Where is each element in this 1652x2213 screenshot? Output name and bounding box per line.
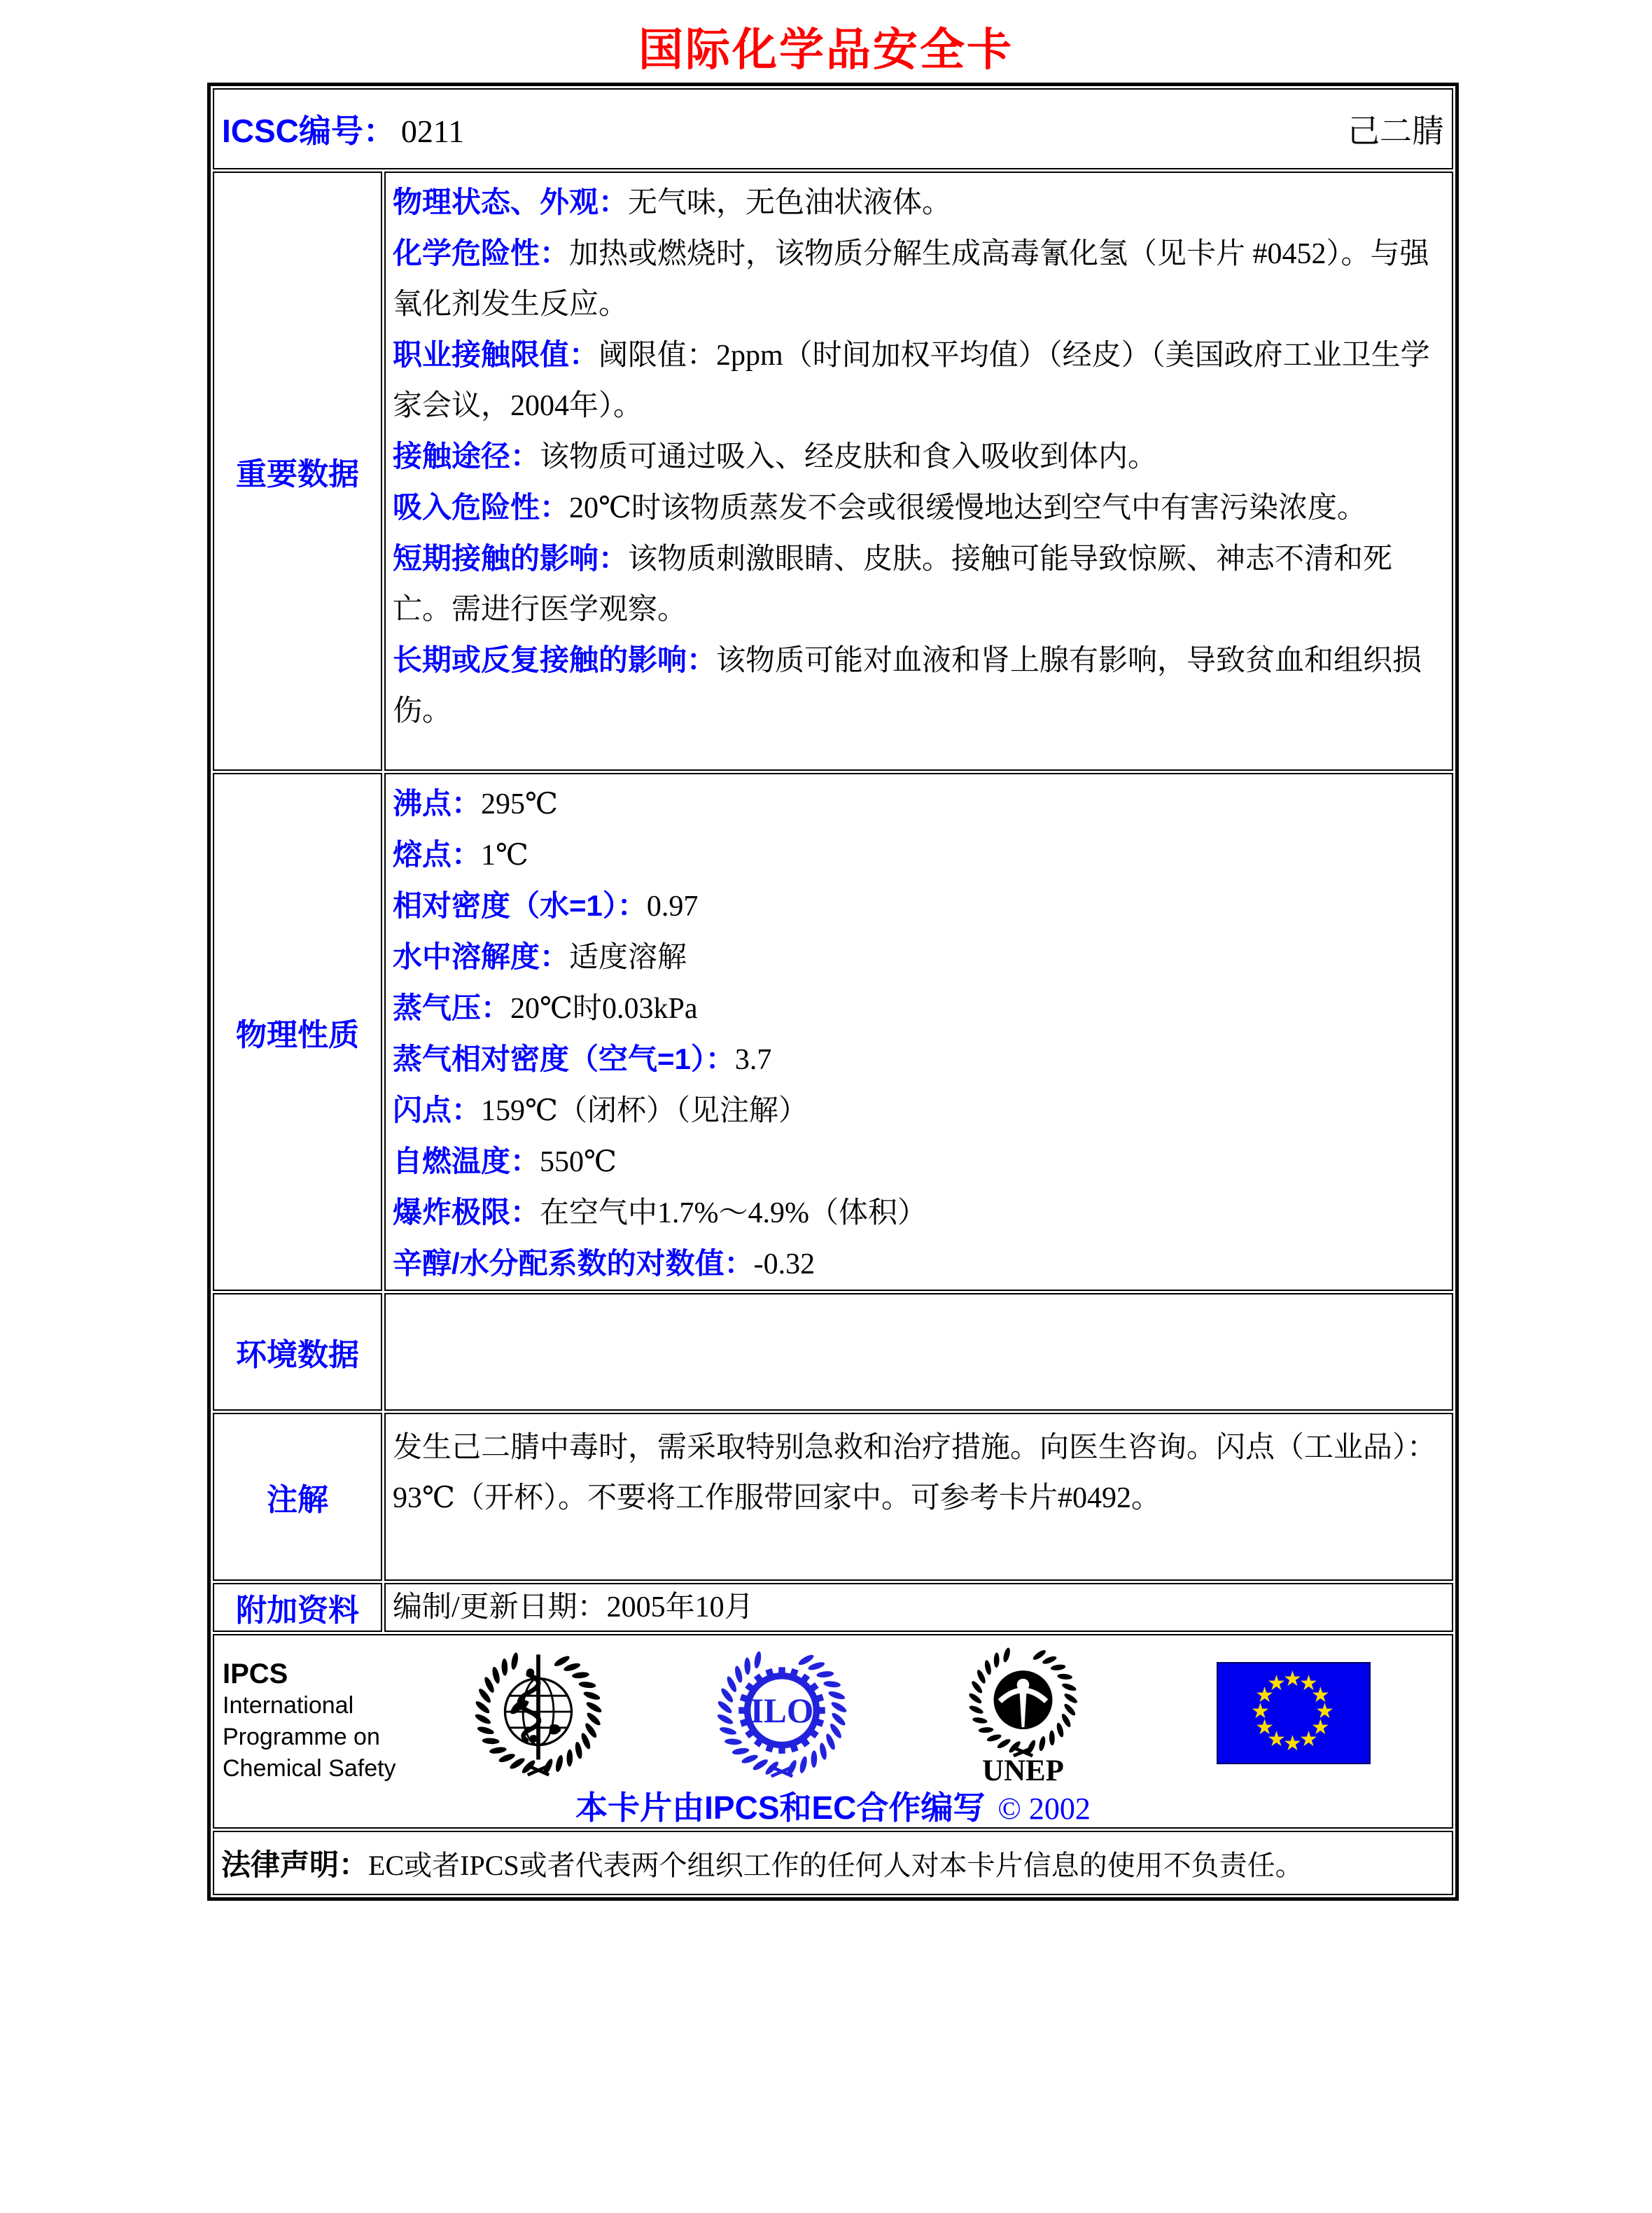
logos-cell	[213, 1634, 1453, 1829]
section-row-additional-info	[213, 1583, 1453, 1632]
field	[393, 1085, 1442, 1136]
field-label: 蒸气相对密度（空气=1）：	[393, 1042, 735, 1075]
page-title: 国际化学品安全卡	[638, 25, 1014, 75]
eu-star-icon: ★	[1283, 1668, 1302, 1691]
unep-caption: UNEP	[982, 1754, 1064, 1787]
eu-star-icon: ★	[1299, 1727, 1318, 1751]
field-label: 长期或反复接触的影响：	[393, 643, 717, 676]
ipcs-subtitle-line: Programme on	[223, 1724, 380, 1750]
eu-star-icon: ★	[1255, 1684, 1275, 1707]
legal-label: 法律声明：	[221, 1848, 369, 1881]
field-text: 编制/更新日期：2005年10月	[393, 1591, 754, 1624]
field-label: 辛醇/水分配系数的对数值：	[393, 1247, 754, 1280]
field	[393, 1034, 1442, 1085]
legal-cell	[213, 1831, 1453, 1895]
copyright-year: © 2002	[997, 1792, 1091, 1826]
field-label: 闪点：	[393, 1094, 482, 1126]
field-text: 295℃	[481, 788, 558, 821]
header-row	[213, 88, 1453, 169]
card-header	[213, 88, 1453, 169]
field-label: 吸入危险性：	[393, 491, 570, 524]
ipcs-subtitle-line: International	[223, 1692, 354, 1719]
field-text: 该物质可能对血液和肾上腺有影响，导致贫血和组织损伤。	[393, 645, 1422, 727]
icsc-number-group	[222, 106, 464, 152]
field-label: 熔点：	[393, 838, 482, 871]
field-text: 阈限值：2ppm（时间加权平均值）（经皮）（美国政府工业卫生学家会议，2004年）。	[393, 340, 1430, 422]
field-text: 适度溶解	[569, 942, 687, 974]
eu-star-icon: ★	[1315, 1700, 1334, 1723]
unep-logo-icon	[955, 1644, 1091, 1787]
ipcs-title: IPCS	[223, 1659, 288, 1689]
legal-text: EC或者IPCS或者代表两个组织工作的任何人对本卡片信息的使用不负责任。	[368, 1850, 1303, 1881]
field-label: 短期接触的影响：	[393, 542, 629, 575]
safety-card-table	[207, 83, 1459, 1901]
field-text: 该物质可通过吸入、经皮肤和食入吸收到体内。	[540, 441, 1158, 473]
section-row-environmental-data	[213, 1293, 1453, 1411]
field-label: 接触途径：	[393, 440, 540, 473]
field-label: 自燃温度：	[393, 1145, 540, 1178]
ipcs-text-block	[223, 1658, 396, 1785]
eu-star-icon: ★	[1267, 1672, 1286, 1696]
field	[393, 635, 1442, 736]
field	[393, 431, 1442, 482]
field-text: 550℃	[540, 1146, 617, 1178]
who-logo-icon	[472, 1645, 605, 1778]
field	[393, 1136, 1442, 1187]
header-cell	[213, 88, 1453, 169]
field-text: 该物质刺激眼睛、皮肤。接触可能导致惊厥、神志不清和死亡。需进行医学观察。	[393, 543, 1393, 626]
field-text: 无气味，无色油状液体。	[628, 187, 952, 219]
field	[393, 1238, 1442, 1290]
field	[393, 1591, 1442, 1624]
card-body	[213, 172, 1453, 1632]
field	[393, 830, 1442, 881]
eu-flag-icon	[1217, 1662, 1371, 1764]
field-text: 20℃时该物质蒸发不会或很缓慢地达到空气中有害污染浓度。	[569, 492, 1367, 524]
section-content-physical-properties	[384, 773, 1453, 1291]
field-label: 化学危险性：	[393, 237, 570, 270]
section-row-notes	[213, 1413, 1453, 1581]
field-label: 物理状态、外观：	[393, 186, 629, 218]
eu-star-icon: ★	[1251, 1700, 1270, 1723]
field	[393, 779, 1442, 830]
section-content-additional-info	[384, 1583, 1453, 1632]
field-label: 爆炸极限：	[393, 1196, 540, 1229]
field	[393, 1187, 1442, 1238]
section-row-physical-properties	[213, 773, 1453, 1291]
eu-star-icon: ★	[1310, 1684, 1330, 1707]
chemical-name: 己二腈	[1348, 113, 1444, 149]
field-label: 蒸气压：	[393, 991, 511, 1024]
field-text: 加热或燃烧时，该物质分解生成高毒氰化氢（见卡片 #0452）。与强氧化剂发生反应。	[393, 238, 1429, 321]
field-label: 沸点：	[393, 787, 482, 820]
field-text: 159℃（闭杯）（见注解）	[481, 1095, 808, 1127]
field	[393, 228, 1442, 330]
field-label: 职业接触限值：	[393, 338, 599, 371]
field	[393, 330, 1442, 431]
section-content-notes	[384, 1413, 1453, 1581]
ilo-logo-icon	[715, 1645, 848, 1778]
ipcs-subtitle-line: Chemical Safety	[223, 1755, 396, 1782]
field-label: 相对密度（水=1）：	[393, 889, 647, 922]
field	[393, 881, 1442, 932]
icsc-number-label: ICSC编号：	[222, 113, 396, 149]
copyright-text: 本卡片由IPCS和EC合作编写	[575, 1789, 986, 1826]
section-label-additional-info: 附加资料	[213, 1583, 382, 1632]
icsc-number-value: 0211	[400, 113, 465, 149]
copyright-line	[214, 1782, 1452, 1829]
section-content-environmental-data	[384, 1293, 1453, 1411]
card-footer	[213, 1634, 1453, 1895]
field	[393, 533, 1442, 635]
section-label-notes: 注解	[213, 1413, 382, 1581]
eu-star-icon: ★	[1255, 1716, 1275, 1739]
eu-star-icon: ★	[1299, 1672, 1318, 1696]
field	[393, 177, 1442, 228]
section-row-important-data	[213, 172, 1453, 771]
field-text: 1℃	[481, 839, 528, 872]
legal-row	[213, 1831, 1453, 1895]
field	[393, 983, 1442, 1034]
field-text: 发生己二腈中毒时，需采取特别急救和治疗措施。向医生咨询。闪点（工业品）：93℃（开杯）。不要将工作服带回家中。可参考卡片#0492。	[393, 1432, 1437, 1514]
eu-star-icon: ★	[1267, 1727, 1286, 1751]
eu-star-icon: ★	[1283, 1732, 1302, 1755]
section-label-environmental-data: 环境数据	[213, 1293, 382, 1411]
field	[393, 482, 1442, 533]
field-text: 0.97	[646, 891, 699, 923]
ilo-monogram: ILO	[750, 1691, 814, 1731]
logos-row	[213, 1634, 1453, 1829]
section-label-important-data: 重要数据	[213, 172, 382, 771]
field-text: 在空气中1.7%～4.9%（体积）	[540, 1197, 927, 1229]
eu-star-icon: ★	[1310, 1716, 1330, 1739]
field-text: 3.7	[734, 1044, 772, 1076]
field-label: 水中溶解度：	[393, 940, 570, 973]
field	[393, 1423, 1442, 1523]
field	[393, 932, 1442, 983]
field-text: -0.32	[753, 1248, 816, 1280]
section-label-physical-properties: 物理性质	[213, 773, 382, 1291]
field-text: 20℃时0.03kPa	[510, 993, 698, 1025]
section-content-important-data	[384, 172, 1453, 771]
